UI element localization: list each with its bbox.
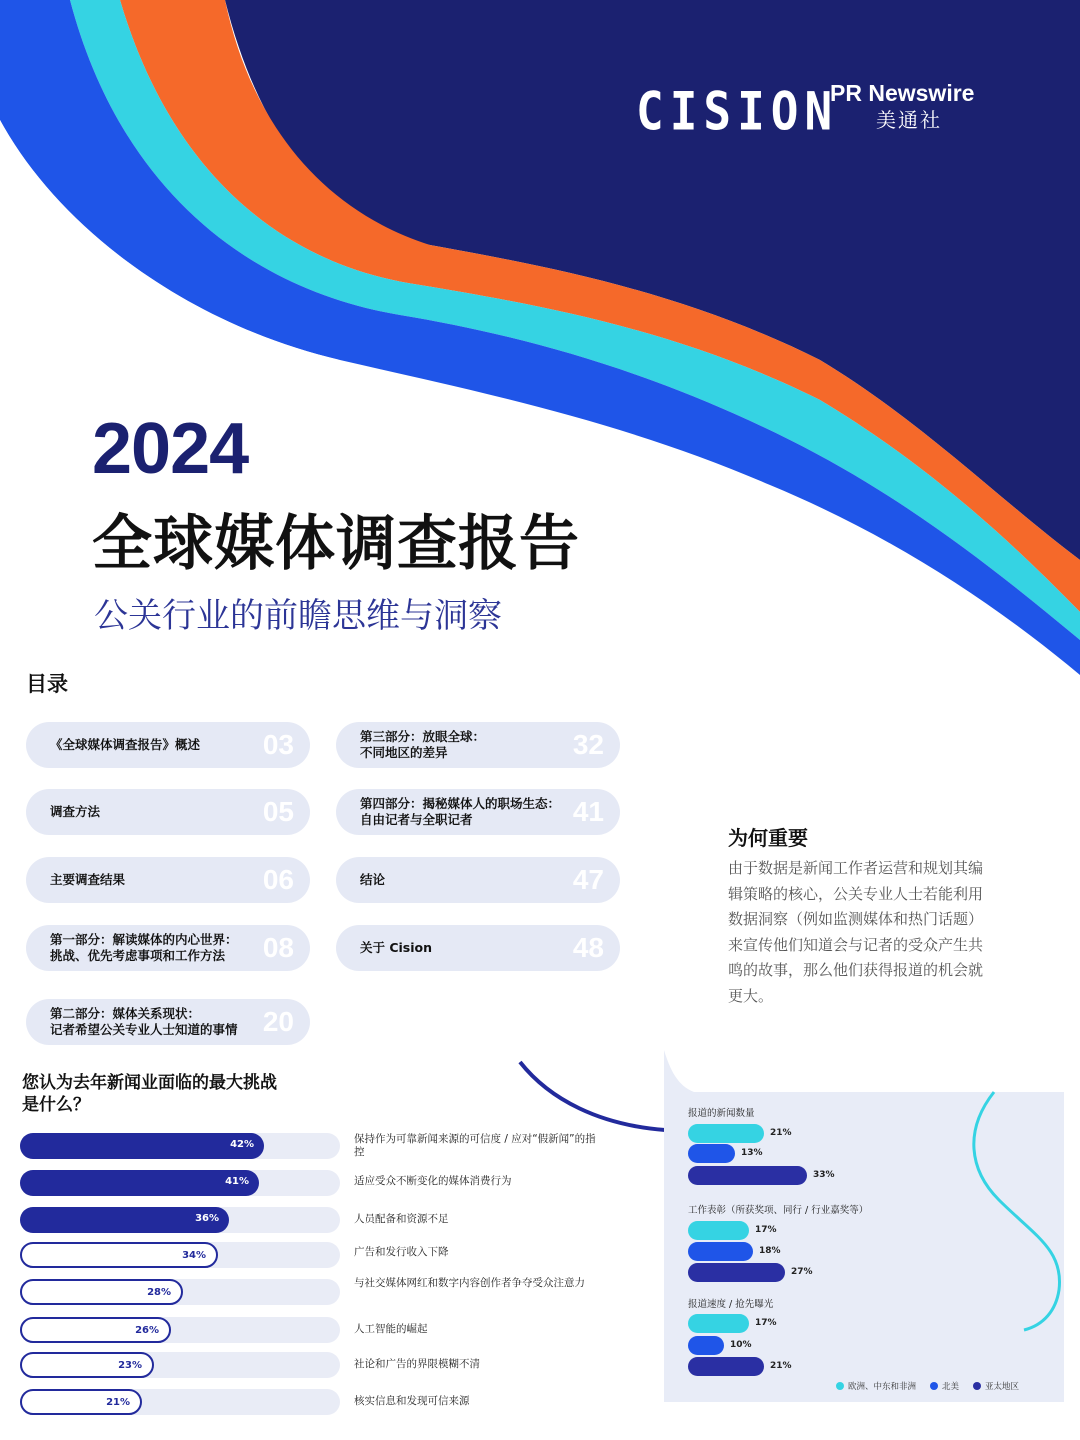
legend-dot-icon [973, 1382, 981, 1390]
toc-item-page: 48 [572, 932, 604, 963]
challenge-bar-label: 核实信息和发现可信来源 [354, 1395, 470, 1407]
toc-heading: 目录 [26, 672, 68, 696]
regional-group-title: 报道的新闻数量 [688, 1108, 755, 1119]
challenge-bar-label: 保持作为可靠新闻来源的可信度 / 应对“假新闻”的指控 [354, 1133, 596, 1158]
challenge-bar [20, 1317, 171, 1343]
legend-label: 欧洲、中东和非洲 [848, 1382, 917, 1392]
regional-bar [688, 1124, 764, 1143]
challenge-bar-row [20, 1389, 340, 1415]
legend-dot-icon [836, 1382, 844, 1390]
challenge-bar-row [20, 1133, 340, 1159]
toc-item-label: 主要调查结果 [50, 872, 126, 887]
challenge-bar-label: 社论和广告的界限模糊不清 [354, 1358, 480, 1370]
prnewswire-cn-logo: 美通社 [876, 108, 942, 132]
challenge-bar-value: 26% [135, 1325, 159, 1336]
toc-item-part-one[interactable] [26, 925, 310, 971]
regional-bar-value: 10% [730, 1340, 752, 1350]
regional-bar-value: 18% [759, 1246, 781, 1256]
report-title: 全球媒体调查报告 [92, 509, 580, 579]
toc-item-page: 03 [262, 729, 294, 760]
toc-item-page: 08 [262, 932, 294, 963]
regional-bar-value: 17% [755, 1318, 777, 1328]
challenge-bar-value: 36% [195, 1213, 219, 1224]
regional-bar-value: 17% [755, 1225, 777, 1235]
toc-item-label: 第一部分：解读媒体的内心世界： 挑战、优先考虑事项和工作方法 [50, 932, 238, 963]
report-subtitle: 公关行业的前瞻思维与洞察 [94, 596, 502, 636]
regional-bar [688, 1314, 749, 1333]
toc-item-key-findings[interactable] [26, 857, 310, 903]
challenge-bar [20, 1352, 154, 1378]
challenge-bar-value: 23% [118, 1360, 142, 1371]
regional-bar-value: 27% [791, 1267, 813, 1277]
report-year: 2024 [92, 409, 249, 489]
challenges-chart-title: 您认为去年新闻业面临的最大挑战是什么？ [22, 1073, 277, 1115]
regional-bar [688, 1166, 807, 1185]
toc-item-conclusion[interactable] [336, 857, 620, 903]
toc-item-label: 第二部分：媒体关系现状： 记者希望公关专业人士知道的事情 [50, 1006, 238, 1037]
toc-item-label: 《全球媒体调查报告》概述 [50, 737, 201, 752]
toc-item-label: 关于 Cision [360, 940, 433, 955]
decorative-curve [500, 1060, 670, 1140]
toc-item-page: 41 [572, 796, 604, 827]
regional-bar [688, 1242, 753, 1261]
regional-bar [688, 1263, 785, 1282]
challenge-bar-label: 人工智能的崛起 [354, 1323, 428, 1335]
challenge-bar-label: 广告和发行收入下降 [354, 1246, 449, 1258]
regional-bar-value: 33% [813, 1170, 835, 1180]
challenge-bar [20, 1242, 218, 1268]
legend-label: 北美 [942, 1382, 960, 1392]
challenge-bar-value: 34% [182, 1250, 206, 1261]
challenge-bar-value: 41% [225, 1176, 249, 1187]
regional-bar [688, 1357, 764, 1376]
challenge-bar-row [20, 1242, 340, 1268]
challenge-bar-label: 人员配备和资源不足 [354, 1213, 449, 1225]
regional-bar [688, 1336, 724, 1355]
toc-item-label: 调查方法 [50, 804, 101, 819]
regional-bar [688, 1221, 749, 1240]
challenge-bar [20, 1389, 142, 1415]
why-it-matters-body: 由于数据是新闻工作者运营和规划其编辑策略的核心，公关专业人士若能利用数据洞察（例如监测媒体和热门话题）来宣传他们知道会与记者的受众产生共鸣的故事，那么他们获得报道的机会就更大。 [728, 859, 984, 1005]
challenge-bar-value: 21% [106, 1397, 130, 1408]
challenge-bar-label: 适应受众不断变化的媒体消费行为 [354, 1175, 512, 1187]
legend-item [930, 1380, 959, 1392]
toc-item-part-four[interactable] [336, 789, 620, 835]
challenge-bar [20, 1133, 264, 1159]
regional-bar-value: 13% [741, 1148, 763, 1158]
challenge-bar-row [20, 1317, 340, 1343]
toc-item-page: 06 [262, 864, 294, 895]
legend-dot-icon [930, 1382, 938, 1390]
challenge-bar [20, 1279, 183, 1305]
toc-item-part-three[interactable] [336, 722, 620, 768]
toc-item-page: 20 [262, 1006, 294, 1037]
challenge-bar-row [20, 1170, 340, 1196]
toc-item-label: 结论 [360, 872, 386, 887]
legend-item [836, 1380, 916, 1392]
regional-bar-value: 21% [770, 1128, 792, 1138]
toc-item-label: 第四部分：揭秘媒体人的职场生态： 自由记者与全职记者 [360, 796, 561, 827]
challenge-bar-value: 28% [147, 1287, 171, 1298]
regional-group-title: 工作表彰（所获奖项、同行 / 行业嘉奖等） [688, 1205, 869, 1216]
cision-logo: CISION [636, 80, 839, 143]
challenge-bar-value: 42% [230, 1139, 254, 1150]
regional-bar-value: 21% [770, 1361, 792, 1371]
toc-item-about-cision[interactable] [336, 925, 620, 971]
toc-item-page: 32 [572, 729, 604, 760]
regional-bar [688, 1144, 735, 1163]
toc-item-page: 47 [572, 864, 604, 895]
challenge-bar [20, 1207, 229, 1233]
legend-label: 亚太地区 [985, 1382, 1020, 1392]
toc-item-label: 第三部分：放眼全球： 不同地区的差异 [360, 729, 486, 760]
challenge-bar-row [20, 1279, 340, 1305]
legend-item [973, 1380, 1019, 1392]
challenge-bar-row [20, 1207, 340, 1233]
toc-item-page: 05 [262, 796, 294, 827]
toc-item-methodology[interactable] [26, 789, 310, 835]
challenge-bar [20, 1170, 259, 1196]
challenge-bar-label: 与社交媒体网红和数字内容创作者争夺受众注意力 [354, 1277, 585, 1289]
challenge-bar-row [20, 1352, 340, 1378]
prnewswire-logo: PR Newswire [830, 80, 975, 106]
chart-legend [836, 1380, 1019, 1392]
regional-group-title: 报道速度 / 抢先曝光 [688, 1299, 774, 1310]
why-it-matters-title: 为何重要 [728, 826, 808, 850]
toc-item-overview[interactable] [26, 722, 310, 768]
toc-item-part-two[interactable] [26, 999, 310, 1045]
regional-comparison-panel [664, 1050, 1064, 1402]
